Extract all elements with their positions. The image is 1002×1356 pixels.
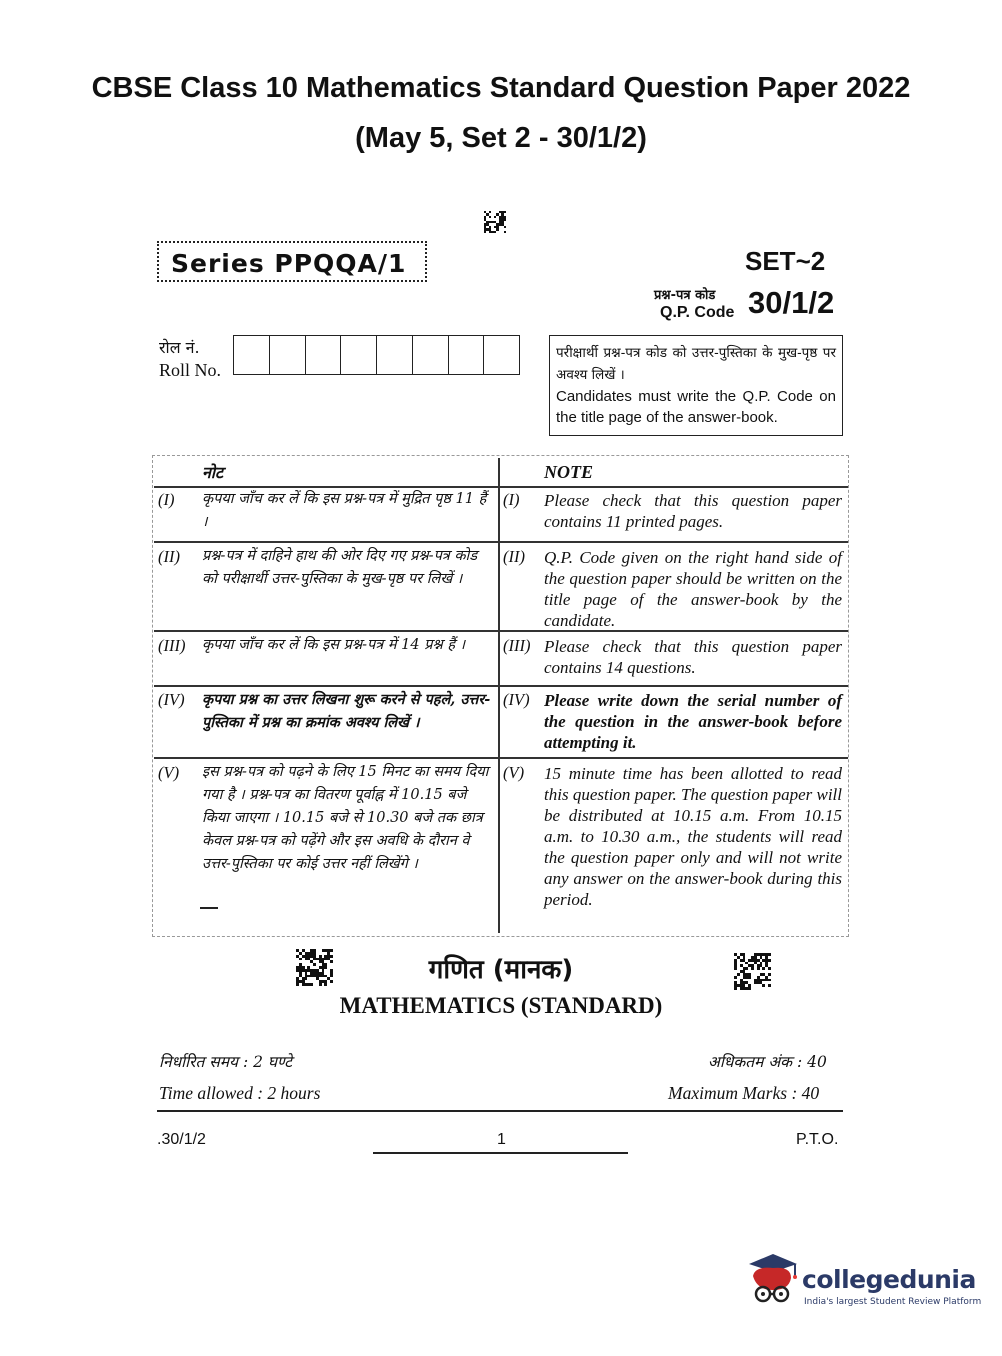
row-divider [154, 685, 848, 687]
subject-title-hindi: गणित (मानक) [428, 955, 574, 985]
page-number: 1 [497, 1131, 506, 1148]
max-marks-hindi: अधिकतम अंक : 40 [708, 1053, 827, 1071]
set-label: SET~2 [745, 246, 826, 276]
roll-number-boxes [233, 335, 520, 375]
note-text: Please check that this question paper contains 14 questions. [544, 637, 842, 677]
roll-label: Roll No. [159, 360, 222, 380]
footer-rule [373, 1152, 628, 1154]
note-number: (IV) [503, 690, 530, 709]
pto-label: P.T.O. [796, 1131, 839, 1148]
qp-code-instruction-box [549, 335, 843, 436]
qr-code-icon [484, 211, 506, 233]
note-number: (II) [503, 547, 525, 566]
row-divider [154, 757, 848, 759]
instruction-hindi: परीक्षार्थी प्रश्न-पत्र कोड को उत्तर-पुस्तिका के मुख-पृष्ठ पर अवश्य लिखें । [556, 345, 836, 383]
note-number: (II) [158, 547, 180, 566]
collegedunia-tagline: India's largest Student Review Platform [804, 1297, 982, 1307]
note-text: Q.P. Code given on the right hand side of the question paper should be written on the title page of the answer-book by the candidate. [544, 548, 842, 630]
note-number: (III) [503, 636, 531, 655]
footer-code: .30/1/2 [157, 1131, 206, 1148]
time-allowed-hindi: निर्धारित समय : 2 घण्टे [159, 1053, 293, 1071]
qp-code-label-hindi: प्रश्न-पत्र कोड [654, 288, 716, 303]
note-text-hindi: कृपया प्रश्न का उत्तर लिखना शुरू करने से पहले, उत्तर-पुस्तिका में प्रश्न का क्रमांक अवश्य लिखें । [202, 691, 491, 731]
row-divider [154, 541, 848, 543]
note-number: (V) [158, 763, 180, 782]
note-text: 15 minute time has been allotted to read this question paper. The question paper will be distributed at 10.15 a.m. From 10.15 a.m. to 10.30 a.m., the students will read the question paper only and will not write any answer on the answer-book during this period. [544, 764, 842, 909]
note-number: (V) [503, 763, 525, 782]
collegedunia-mascot-icon [743, 1250, 801, 1310]
note-number: (IV) [158, 690, 185, 709]
dash-mark [200, 907, 218, 909]
qp-code-label: Q.P. Code [660, 304, 735, 321]
collegedunia-logo: collegedunia [802, 1265, 976, 1294]
notes-divider [498, 458, 500, 933]
qp-code-value: 30/1/2 [748, 285, 835, 320]
max-marks: Maximum Marks : 40 [668, 1083, 820, 1103]
note-text-hindi: प्रश्न-पत्र में दाहिने हाथ की ओर दिए गए प्रश्न-पत्र कोड को परीक्षार्थी उत्तर-पुस्तिका के मुख-पृष्ठ पर लिखें । [202, 548, 478, 587]
note-heading: NOTE [544, 462, 593, 482]
note-number: (I) [503, 490, 520, 509]
instruction-english: Candidates must write the Q.P. Code on the title page of the answer-book. [556, 388, 836, 426]
note-text-hindi: कृपया जाँच कर लें कि इस प्रश्न-पत्र में मुद्रित पृष्ठ 11 हैं । [202, 491, 487, 530]
note-text: Please check that this question paper contains 11 printed pages. [544, 491, 842, 531]
roll-label-hindi: रोल नं. [159, 338, 200, 357]
note-text-hindi: इस प्रश्न-पत्र को पढ़ने के लिए 15 मिनट का समय दिया गया है । प्रश्न-पत्र का वितरण पूर्वाह्न में 10.15 बजे किया जाएगा । 10.15 बजे से 10.30 बजे तक छात्र केवल प्रश्न-पत्र को पढ़ेंगे और इस अवधि के दौरान वे उत्तर-पुस्तिका पर कोई उत्तर नहीं लिखेंगे । [202, 764, 489, 872]
note-number: (I) [158, 490, 175, 509]
note-heading-hindi: नोट [202, 463, 224, 482]
subject-title: MATHEMATICS (STANDARD) [339, 993, 663, 1018]
series-box: Series PPQQA/1 [157, 241, 427, 282]
page-title-line2: (May 5, Set 2 - 30/1/2) [355, 122, 647, 154]
divider [157, 1110, 843, 1112]
page-title-line1: CBSE Class 10 Mathematics Standard Question Paper 2022 [91, 72, 911, 104]
time-allowed: Time allowed : 2 hours [159, 1083, 321, 1103]
note-text-hindi: कृपया जाँच कर लें कि इस प्रश्न-पत्र में 14 प्रश्न हैं । [202, 637, 466, 653]
note-number: (III) [158, 636, 186, 655]
note-text: Please write down the serial number of the question in the answer-book before attempting it. [544, 691, 842, 752]
